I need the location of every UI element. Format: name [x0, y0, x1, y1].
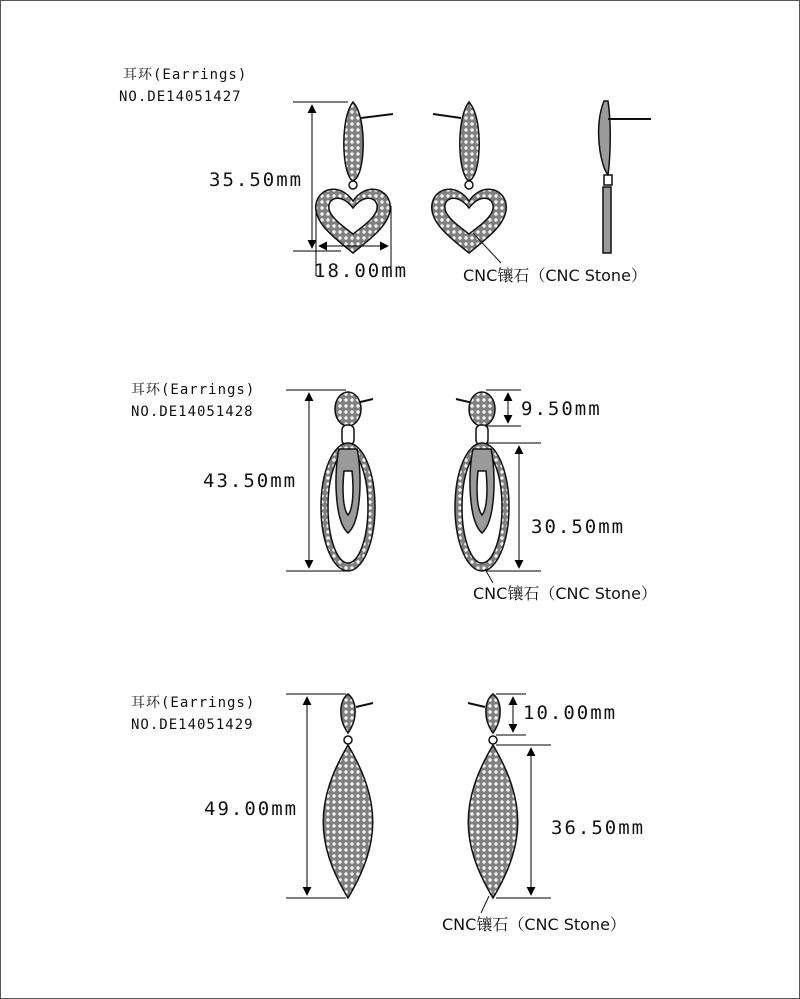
earring-2-front [321, 392, 375, 571]
item-1-code: NO.DE14051427 [119, 89, 242, 105]
earring-1-front-copy [432, 102, 507, 263]
earring-drawings [1, 1, 800, 999]
item-3-stone-note: CNC镶石（CNC Stone） [442, 915, 626, 934]
item-2-name: 耳环(Earrings) [131, 382, 256, 398]
item-1-stone-note: CNC镶石（CNC Stone） [463, 266, 647, 285]
item-1-height-dim: 35.50mm [209, 169, 304, 191]
item-2-code: NO.DE14051428 [131, 404, 254, 420]
item-2-stone-note: CNC镶石（CNC Stone） [473, 584, 657, 603]
item-1-name: 耳环(Earrings) [123, 67, 248, 83]
earring-3-front [323, 694, 373, 898]
earring-3-front-copy [468, 694, 518, 913]
item-3-name: 耳环(Earrings) [131, 695, 256, 711]
item-3-top-dim: 10.00mm [523, 702, 618, 724]
item-2-total-dim: 43.50mm [203, 470, 298, 492]
item-2-drop-dim: 30.50mm [531, 516, 626, 538]
earring-1-front [316, 102, 393, 253]
item-3-total-dim: 49.00mm [204, 798, 299, 820]
item-3-drop-dim: 36.50mm [551, 817, 646, 839]
item-2-top-dim: 9.50mm [521, 398, 602, 420]
item-1-width-dim: 18.00mm [314, 260, 409, 282]
earring-2-front-copy [455, 392, 509, 583]
earring-1-side [599, 101, 651, 253]
item-3-code: NO.DE14051429 [131, 717, 254, 733]
